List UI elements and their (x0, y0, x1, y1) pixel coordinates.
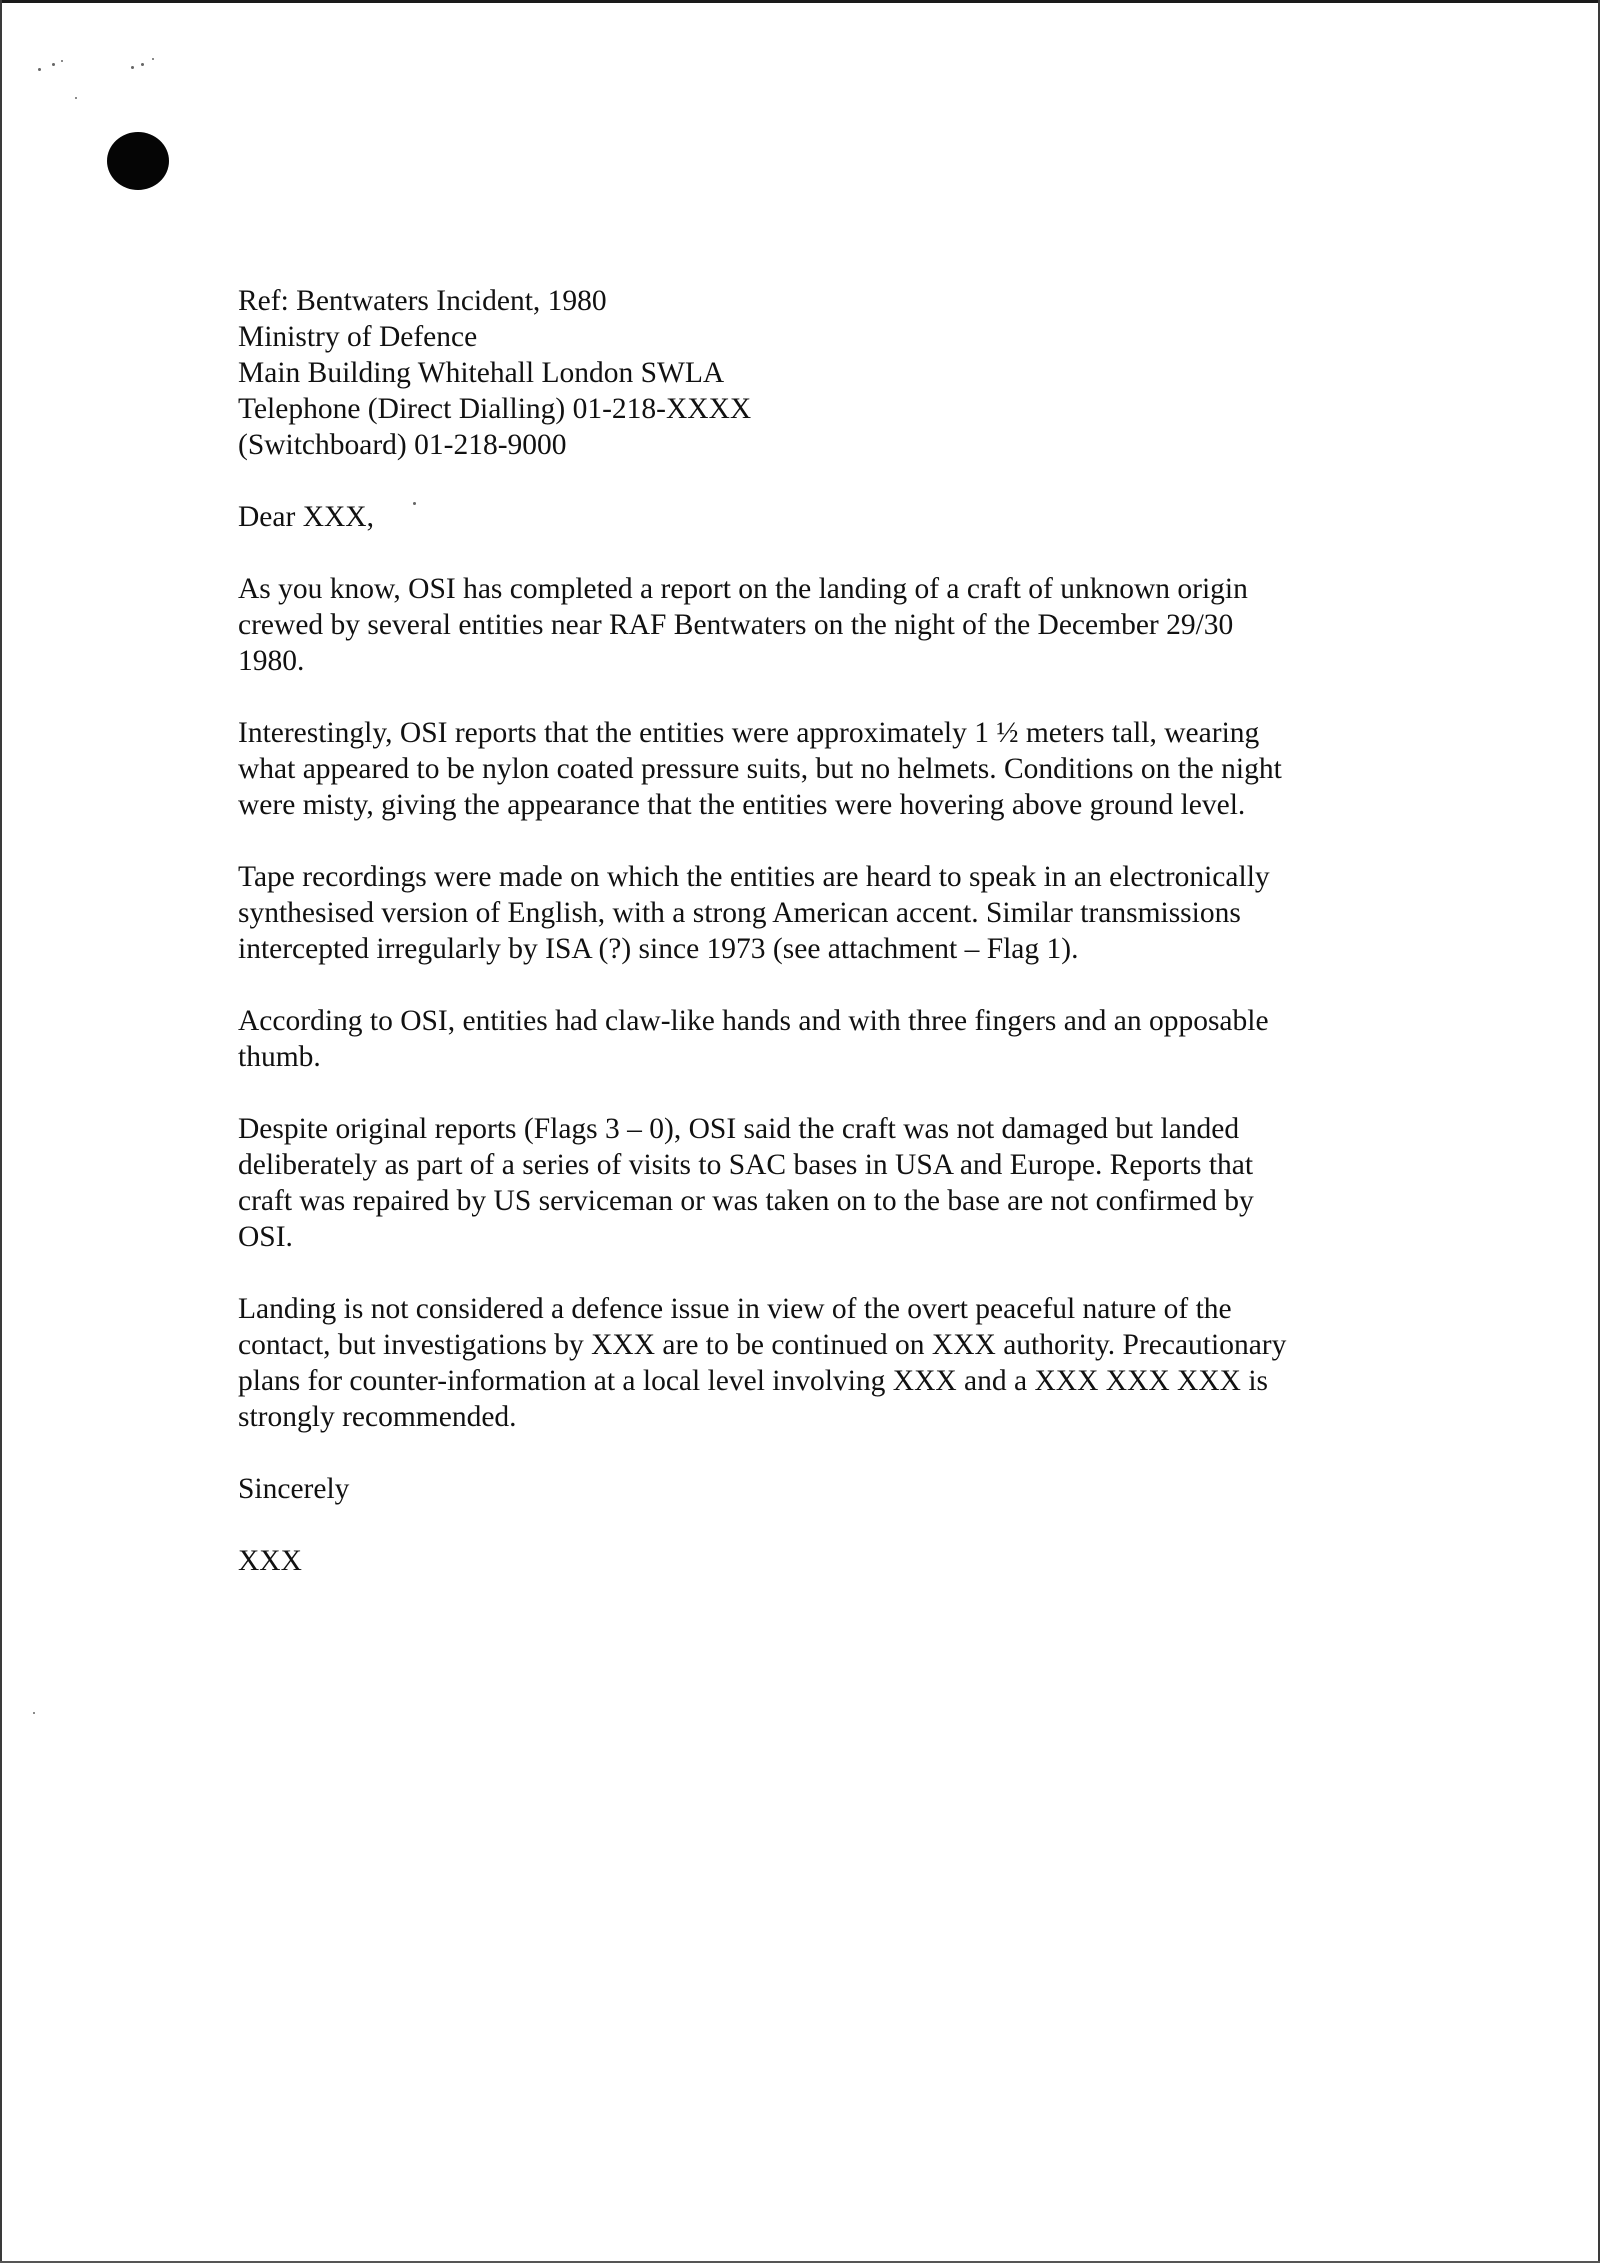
scan-speck (75, 97, 77, 99)
paragraph-line: synthesised version of English, with a strong American accent. Similar transmissions (238, 897, 1241, 929)
paragraph-line: deliberately as part of a series of visits to SAC bases in USA and Europe. Reports that (238, 1149, 1254, 1181)
telephone-line: Telephone (Direct Dialling) 01-218-XXXX (238, 393, 752, 425)
paragraph-line: strongly recommended. (238, 1401, 517, 1433)
paragraph-line: thumb. (238, 1041, 321, 1073)
paragraph-2 (238, 715, 1363, 823)
scan-speck (52, 63, 55, 66)
paragraph-line: Landing is not considered a defence issue in view of the overt peaceful nature of the (238, 1293, 1232, 1325)
closing (238, 1471, 1363, 1507)
paragraph-5 (238, 1111, 1363, 1255)
scan-edge-left (0, 0, 2, 2263)
organization-line: Ministry of Defence (238, 321, 478, 353)
salutation-text: Dear XXX, (238, 501, 374, 533)
paragraph-line: As you know, OSI has completed a report on the landing of a craft of unknown origin (238, 573, 1248, 605)
paragraph-line: crewed by several entities near RAF Bentwaters on the night of the December 29/30 (238, 609, 1234, 641)
scan-speck (33, 1712, 35, 1714)
letterhead-block (238, 283, 1363, 463)
address-line: Main Building Whitehall London SWLA (238, 357, 725, 389)
scan-speck (152, 58, 154, 60)
reference-line: Ref: Bentwaters Incident, 1980 (238, 285, 607, 317)
signature (238, 1543, 1363, 1579)
paragraph-line: Interestingly, OSI reports that the entities were approximately 1 ½ meters tall, wearing (238, 717, 1260, 749)
paragraph-6 (238, 1291, 1363, 1435)
paragraph-line: According to OSI, entities had claw-like hands and with three fingers and an opposable (238, 1005, 1269, 1037)
paragraph-line: 1980. (238, 645, 305, 677)
paragraph-line: OSI. (238, 1221, 293, 1253)
paragraph-line: craft was repaired by US serviceman or was taken on to the base are not confirmed by (238, 1185, 1254, 1217)
paragraph-line: Tape recordings were made on which the entities are heard to speak in an electronically (238, 861, 1270, 893)
scan-edge-top (0, 0, 1600, 3)
signature-text: XXX (238, 1545, 302, 1577)
paragraph-line: were misty, giving the appearance that the entities were hovering above ground level. (238, 789, 1246, 821)
paragraph-3 (238, 859, 1363, 967)
paragraph-line: intercepted irregularly by ISA (?) since 1973 (see attachment – Flag 1). (238, 933, 1079, 965)
paragraph-line: what appeared to be nylon coated pressure suits, but no helmets. Conditions on the night (238, 753, 1282, 785)
closing-text: Sincerely (238, 1473, 350, 1505)
letter-body (238, 283, 1363, 1615)
punch-hole-mark (107, 132, 169, 190)
switchboard-line: (Switchboard) 01-218-9000 (238, 429, 567, 461)
paragraph-line: plans for counter-information at a local level involving XXX and a XXX XXX XXX is (238, 1365, 1269, 1397)
scan-speck (38, 68, 41, 71)
scan-speck (131, 66, 134, 69)
paragraph-line: Despite original reports (Flags 3 – 0), OSI said the craft was not damaged but landed (238, 1113, 1240, 1145)
paragraph-1 (238, 571, 1363, 679)
scan-speck (61, 60, 63, 62)
paragraph-4 (238, 1003, 1363, 1075)
scan-speck (141, 63, 144, 66)
paragraph-line: contact, but investigations by XXX are to be continued on XXX authority. Precautionary (238, 1329, 1287, 1361)
salutation (238, 499, 1363, 535)
